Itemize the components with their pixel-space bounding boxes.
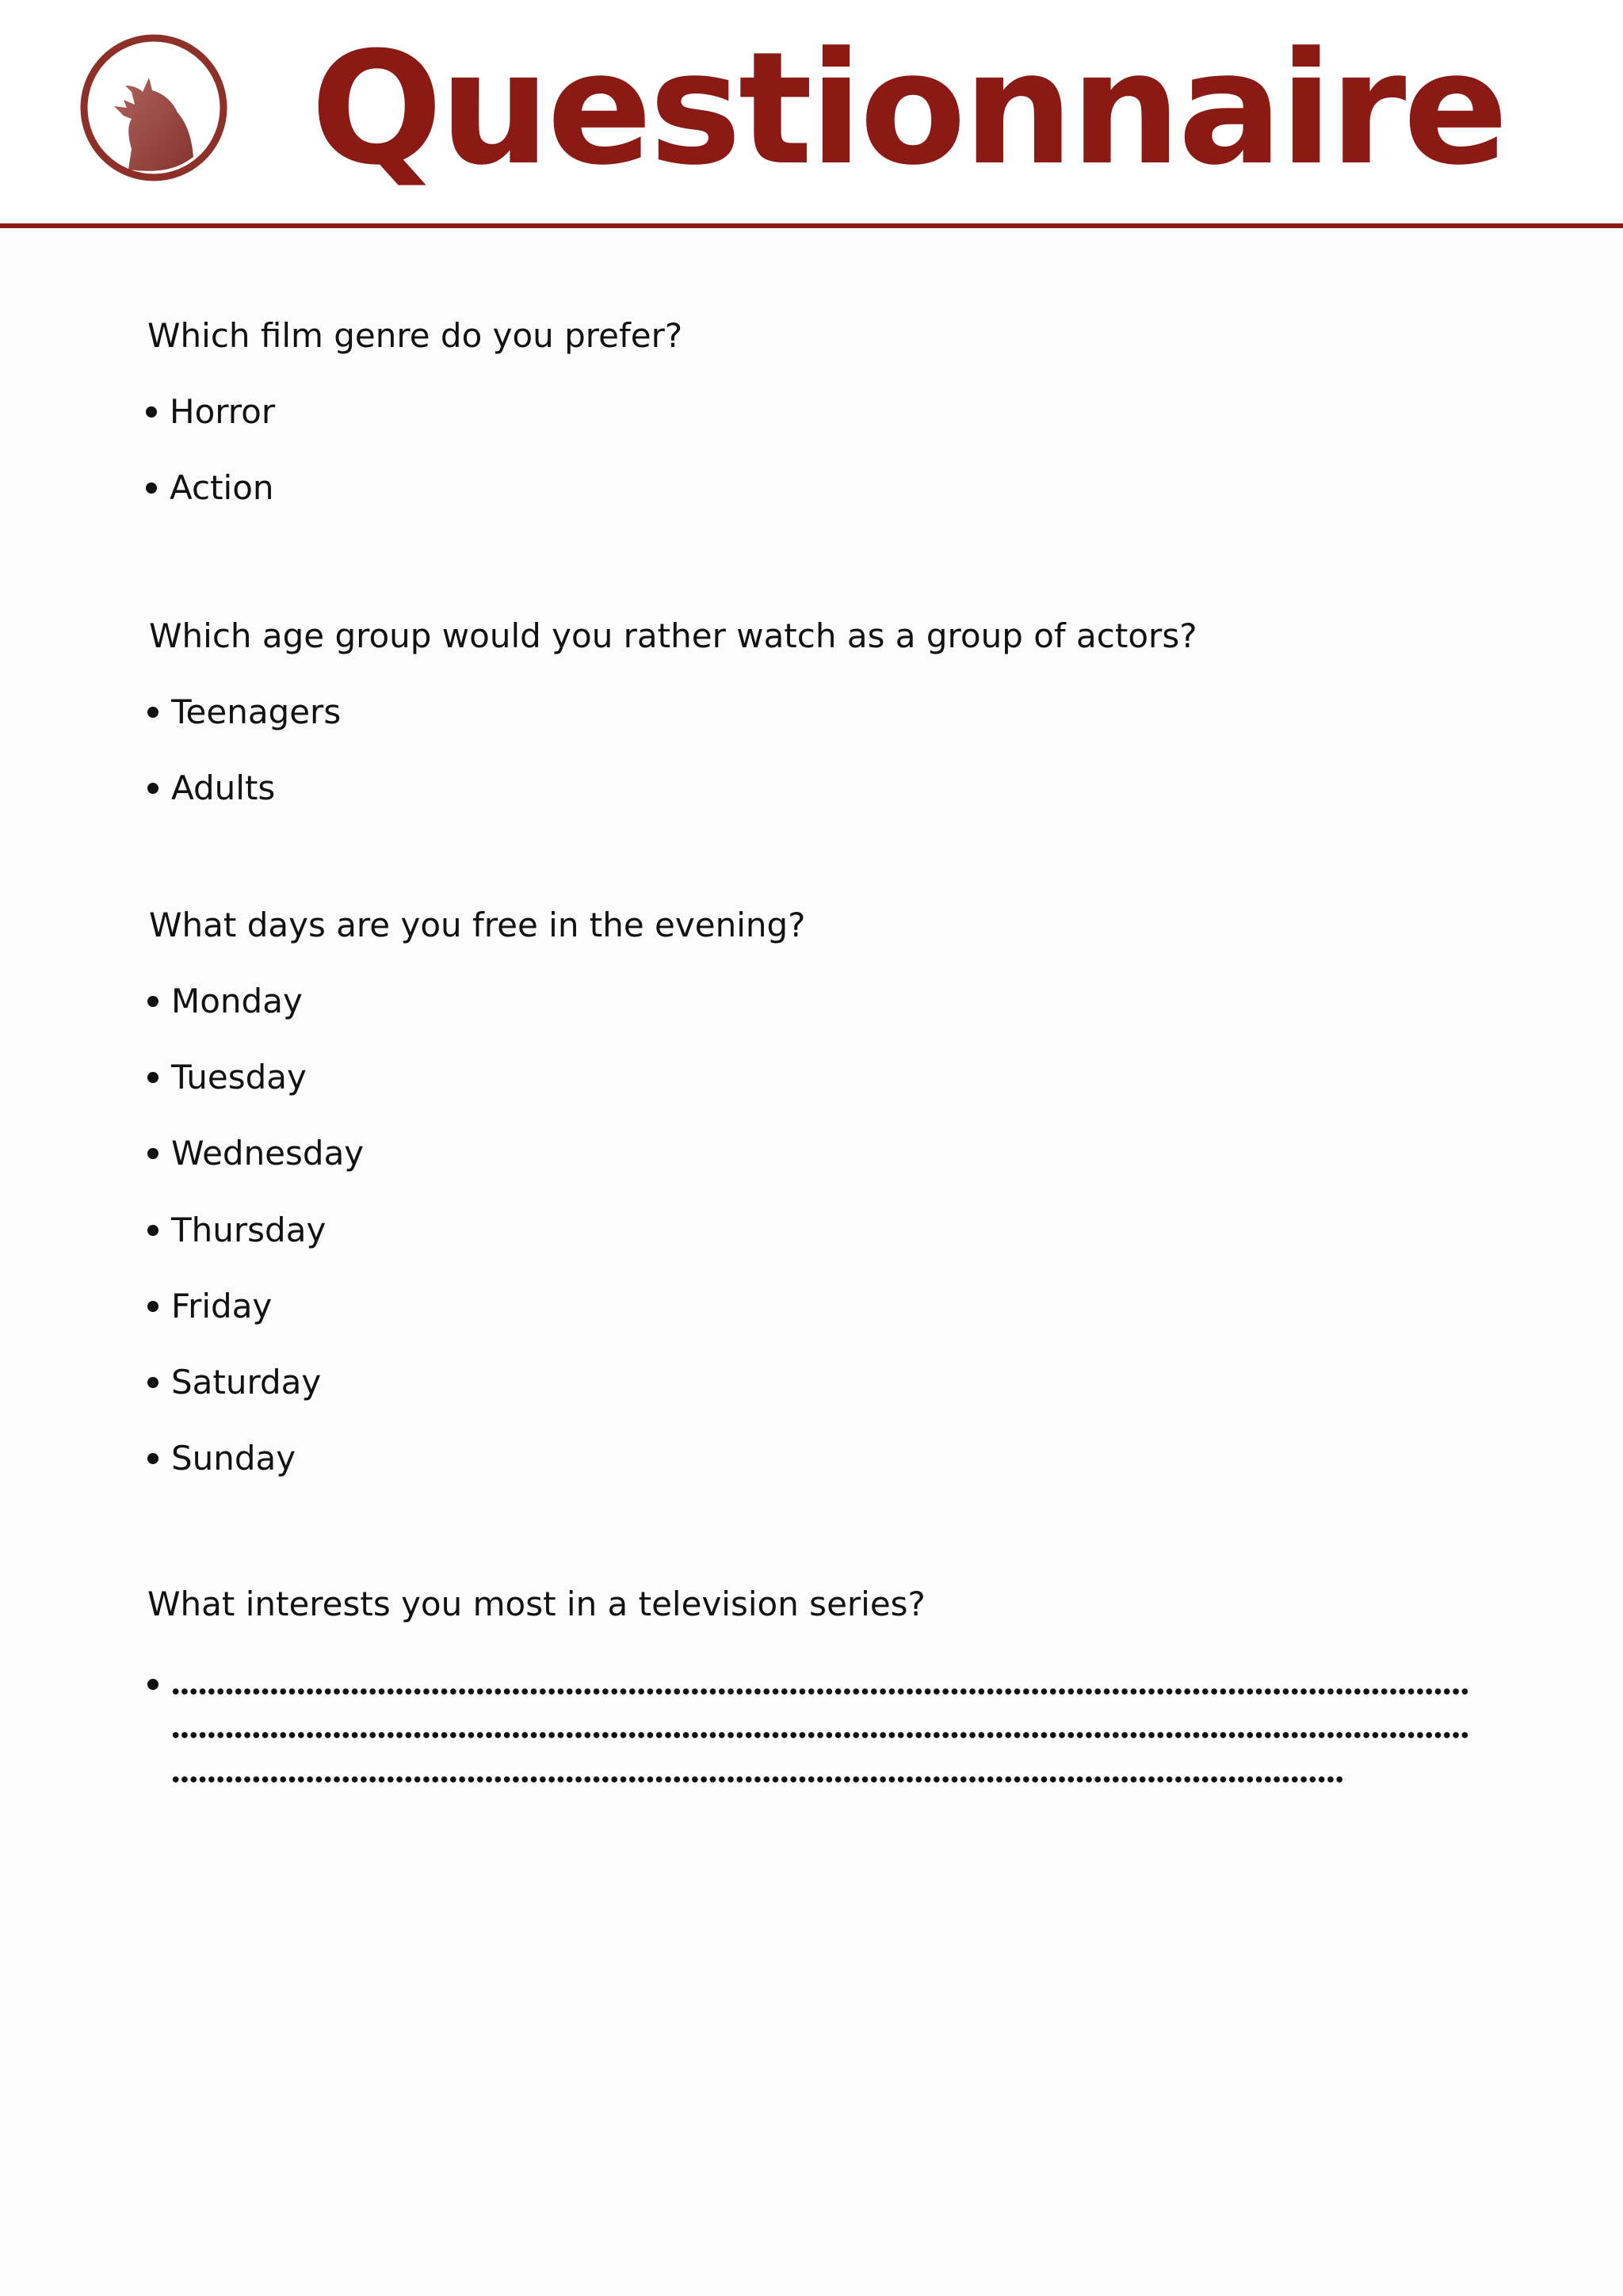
question-free-days: What days are you free in the evening?	[149, 906, 806, 944]
option-saturday[interactable]	[147, 1360, 321, 1405]
wolf-logo-icon	[76, 30, 231, 185]
bullet-icon	[147, 1377, 158, 1388]
option-label: Adults	[171, 769, 276, 807]
option-label: Monday	[171, 982, 303, 1020]
option-label: Teenagers	[171, 692, 342, 731]
bullet-icon	[147, 1225, 158, 1236]
option-label: Action	[170, 468, 274, 507]
option-label: Saturday	[171, 1363, 322, 1402]
option-sunday[interactable]	[147, 1436, 296, 1481]
bullet-icon	[147, 1679, 158, 1690]
bullet-icon	[147, 1072, 158, 1083]
header-divider	[0, 223, 1623, 228]
option-monday[interactable]	[147, 979, 303, 1024]
bullet-icon	[147, 707, 158, 718]
bullet-icon	[147, 1301, 158, 1312]
page-header	[0, 0, 1623, 226]
option-wednesday[interactable]	[147, 1131, 364, 1176]
bullet-icon	[147, 1148, 158, 1159]
option-thursday[interactable]	[147, 1208, 326, 1253]
option-friday[interactable]	[147, 1284, 272, 1329]
question-age-group: Which age group would you rather watch as a group of actors?	[149, 616, 1197, 655]
bullet-icon	[147, 783, 158, 794]
answer-line[interactable]	[171, 1688, 1468, 1695]
question-tv-interests: What interests you most in a television series?	[147, 1585, 926, 1623]
option-teenagers[interactable]	[147, 690, 341, 734]
answer-line[interactable]	[171, 1732, 1468, 1738]
bullet-icon	[147, 1453, 158, 1464]
bullet-icon	[146, 482, 157, 494]
option-label: Sunday	[171, 1439, 296, 1478]
page-title: Questionnaire	[311, 19, 1506, 200]
option-label: Tuesday	[171, 1058, 307, 1097]
option-label: Thursday	[171, 1211, 327, 1249]
option-tuesday[interactable]	[147, 1055, 307, 1100]
bullet-icon	[147, 996, 158, 1007]
bullet-icon	[146, 406, 157, 418]
option-label: Friday	[171, 1287, 273, 1325]
option-label: Wednesday	[171, 1134, 365, 1173]
option-action[interactable]	[146, 466, 274, 510]
option-label: Horror	[170, 392, 276, 431]
option-horror[interactable]	[146, 390, 275, 434]
option-adults[interactable]	[147, 766, 275, 810]
answer-line[interactable]	[171, 1776, 1346, 1783]
question-film-genre: Which film genre do you prefer?	[147, 316, 683, 355]
